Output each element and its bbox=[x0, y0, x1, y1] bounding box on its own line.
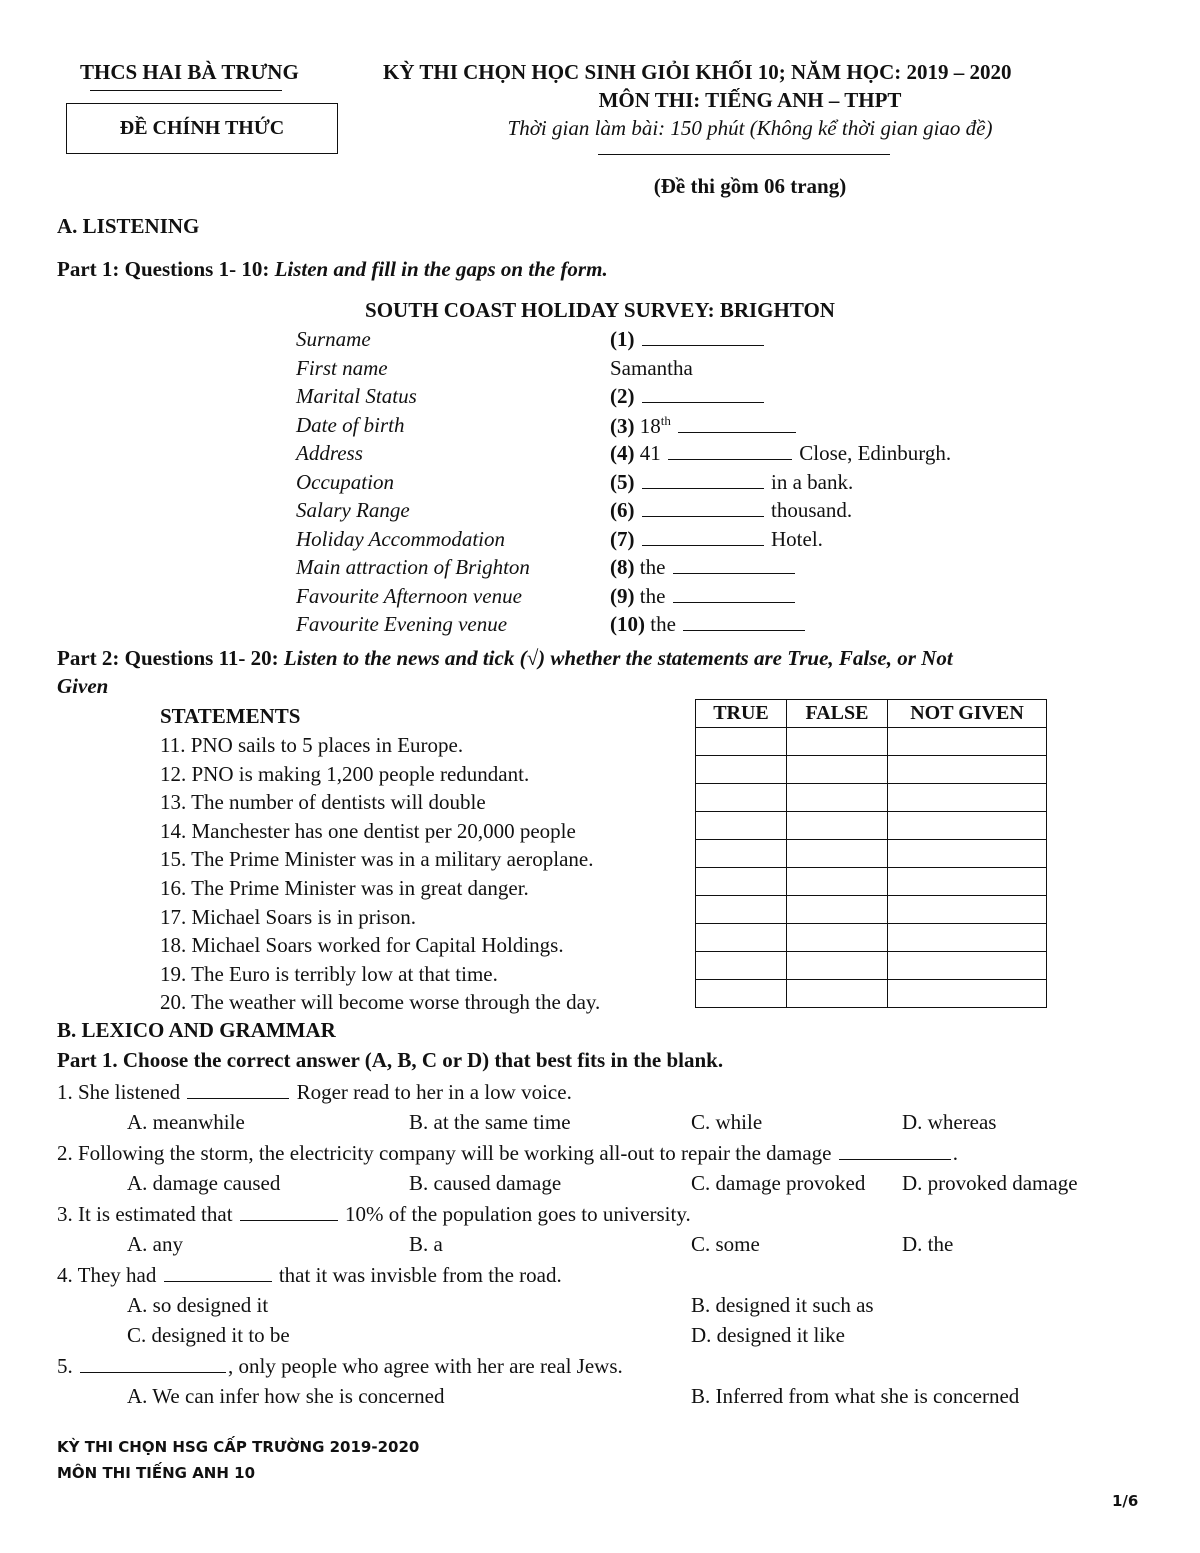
column-false: FALSE bbox=[787, 700, 888, 728]
tick-cell-false[interactable] bbox=[787, 812, 888, 840]
question-number: (10) bbox=[610, 612, 645, 636]
question-stem bbox=[57, 1202, 691, 1227]
prefilled-text: 18 bbox=[639, 413, 661, 438]
exam-time: Thời gian làm bài: 150 phút (Không kể thời gian giao đề) bbox=[507, 116, 993, 140]
answer-blank[interactable] bbox=[80, 1355, 226, 1373]
tick-cell-false[interactable] bbox=[787, 756, 888, 784]
tick-cell-true[interactable] bbox=[696, 868, 787, 896]
trailing-text: Close, Edinburgh. bbox=[799, 441, 952, 465]
page-number: 1/6 bbox=[1112, 1492, 1139, 1510]
part2-instruction: Listen to the news and tick (√) whether the statements are True, False, or Not bbox=[283, 646, 953, 670]
answer-option[interactable]: C. some bbox=[691, 1232, 760, 1256]
tick-cell-true[interactable] bbox=[696, 980, 787, 1008]
question-text-cont: that it was invisble from the road. bbox=[278, 1263, 562, 1287]
answer-blank[interactable] bbox=[839, 1142, 951, 1160]
prefilled-text: the bbox=[639, 583, 666, 608]
answer-option[interactable]: B. at the same time bbox=[409, 1110, 571, 1134]
pages-note: (Đề thi gồm 06 trang) bbox=[653, 174, 847, 198]
answer-option[interactable]: C. while bbox=[691, 1110, 763, 1134]
answer-option[interactable]: C. damage provoked bbox=[691, 1171, 866, 1195]
answer-blank[interactable] bbox=[668, 442, 792, 460]
column-true: TRUE bbox=[696, 700, 787, 728]
statement-item: 14. Manchester has one dentist per 20,000 people bbox=[160, 818, 576, 843]
part2-label: Part 2: Questions 11- 20: bbox=[57, 646, 279, 670]
question-text: 3. It is estimated that bbox=[57, 1202, 233, 1226]
tick-cell-true[interactable] bbox=[696, 756, 787, 784]
tick-cell-false[interactable] bbox=[787, 896, 888, 924]
question-text-cont: Roger read to her in a low voice. bbox=[296, 1080, 572, 1104]
form-field-label: Main attraction of Brighton bbox=[296, 555, 530, 579]
tick-cell-not-given[interactable] bbox=[888, 784, 1047, 812]
column-not-given: NOT GIVEN bbox=[888, 700, 1047, 728]
question-text: 1. She listened bbox=[57, 1080, 181, 1104]
tick-cell-true[interactable] bbox=[696, 812, 787, 840]
school-name: THCS HAI BÀ TRƯNG bbox=[80, 60, 299, 84]
trailing-text: in a bank. bbox=[771, 469, 854, 494]
grid-row bbox=[696, 924, 1047, 952]
statement-item: 20. The weather will become worse through the day. bbox=[160, 990, 601, 1015]
form-field-value bbox=[610, 584, 797, 609]
form-field-label: Salary Range bbox=[296, 498, 410, 522]
grid-row bbox=[696, 868, 1047, 896]
statements-header: STATEMENTS bbox=[160, 704, 301, 728]
form-field-label: Marital Status bbox=[296, 384, 417, 408]
answer-blank[interactable] bbox=[240, 1203, 338, 1221]
statement-item: 15. The Prime Minister was in a military aeroplane. bbox=[160, 847, 594, 872]
tick-cell-not-given[interactable] bbox=[888, 840, 1047, 868]
question-number: (8) bbox=[610, 555, 635, 579]
school-underline bbox=[90, 90, 282, 91]
form-field-value bbox=[610, 612, 807, 637]
part2-heading bbox=[57, 646, 953, 671]
part1-instruction: Listen and fill in the gaps on the form. bbox=[274, 257, 608, 281]
question-stem bbox=[57, 1263, 562, 1288]
question-number: (9) bbox=[610, 583, 635, 608]
grid-row bbox=[696, 980, 1047, 1008]
tick-cell-not-given[interactable] bbox=[888, 756, 1047, 784]
answer-option[interactable]: B. designed it such as bbox=[691, 1293, 874, 1317]
form-field-label: Holiday Accommodation bbox=[296, 526, 505, 551]
grid-row bbox=[696, 756, 1047, 784]
section-b-part1-title: Part 1. Choose the correct answer (A, B, C or D) that best fits in the blank. bbox=[57, 1048, 724, 1072]
tick-cell-not-given[interactable] bbox=[888, 728, 1047, 756]
tick-cell-not-given[interactable] bbox=[888, 812, 1047, 840]
form-field-value bbox=[610, 498, 852, 523]
prefilled-text: the bbox=[639, 555, 666, 579]
official-label-box bbox=[66, 103, 338, 154]
grid-row bbox=[696, 728, 1047, 756]
question-text-cont: 10% of the population goes to university. bbox=[345, 1202, 691, 1226]
question-number: (4) bbox=[610, 441, 635, 465]
trailing-text: thousand. bbox=[771, 498, 853, 522]
tick-cell-true[interactable] bbox=[696, 952, 787, 980]
tick-cell-false[interactable] bbox=[787, 980, 888, 1008]
official-label: ĐỀ CHÍNH THỨC bbox=[119, 117, 285, 139]
trailing-text: Hotel. bbox=[771, 526, 823, 551]
question-number: (1) bbox=[610, 327, 635, 351]
answer-option[interactable]: C. designed it to be bbox=[127, 1323, 290, 1347]
answer-blank[interactable] bbox=[642, 471, 764, 489]
answer-blank[interactable] bbox=[678, 415, 796, 433]
question-text-cont: , only people who agree with her are real Jews. bbox=[228, 1354, 623, 1378]
form-field-label: Occupation bbox=[296, 469, 394, 494]
answer-blank[interactable] bbox=[642, 528, 764, 546]
tick-cell-true[interactable] bbox=[696, 728, 787, 756]
form-field-value bbox=[610, 384, 766, 409]
answer-option[interactable]: A. any bbox=[127, 1232, 183, 1256]
statement-item: 19. The Euro is terribly low at that time. bbox=[160, 961, 498, 986]
answer-option[interactable]: A. meanwhile bbox=[127, 1110, 245, 1134]
question-stem bbox=[57, 1141, 958, 1166]
answer-blank[interactable] bbox=[673, 556, 795, 574]
question-text: 4. They had bbox=[57, 1263, 157, 1287]
tick-cell-not-given[interactable] bbox=[888, 980, 1047, 1008]
answer-option[interactable]: D. designed it like bbox=[691, 1323, 845, 1347]
tick-cell-false[interactable] bbox=[787, 952, 888, 980]
tick-cell-true[interactable] bbox=[696, 896, 787, 924]
section-a-title: A. LISTENING bbox=[57, 214, 200, 238]
prefilled-text: 41 bbox=[639, 441, 661, 465]
statement-item: 18. Michael Soars worked for Capital Holdings. bbox=[160, 933, 564, 958]
form-field-label: First name bbox=[296, 355, 388, 380]
answer-option[interactable]: D. the bbox=[902, 1232, 954, 1256]
tick-cell-not-given[interactable] bbox=[888, 952, 1047, 980]
part2-instruction-cont: Given bbox=[57, 674, 109, 698]
statement-item: 11. PNO sails to 5 places in Europe. bbox=[160, 733, 464, 757]
question-number: (3) bbox=[610, 413, 635, 438]
tick-cell-not-given[interactable] bbox=[888, 868, 1047, 896]
question-text: 5. bbox=[57, 1354, 73, 1378]
grid-row bbox=[696, 840, 1047, 868]
form-field-label: Date of birth bbox=[296, 412, 405, 437]
tick-cell-false[interactable] bbox=[787, 840, 888, 868]
header-divider bbox=[598, 154, 890, 155]
answer-blank[interactable] bbox=[683, 613, 805, 631]
part1-label: Part 1: Questions 1- 10: bbox=[57, 257, 270, 281]
tick-cell-false[interactable] bbox=[787, 924, 888, 952]
form-field-value bbox=[610, 441, 951, 466]
prefilled-text: the bbox=[650, 612, 676, 636]
tick-cell-false[interactable] bbox=[787, 868, 888, 896]
form-field-value bbox=[610, 327, 766, 352]
tick-cell-not-given[interactable] bbox=[888, 924, 1047, 952]
grid-row bbox=[696, 952, 1047, 980]
answer-option[interactable]: A. We can infer how she is concerned bbox=[127, 1384, 445, 1408]
answer-option[interactable]: B. caused damage bbox=[409, 1171, 562, 1195]
answer-option[interactable]: A. damage caused bbox=[127, 1171, 281, 1195]
ordinal-suffix: th bbox=[660, 412, 671, 428]
answer-option[interactable]: D. whereas bbox=[902, 1110, 997, 1134]
grid-row bbox=[696, 896, 1047, 924]
answer-grid bbox=[695, 699, 1047, 1008]
form-field-value bbox=[610, 470, 853, 495]
part1-heading bbox=[57, 257, 608, 282]
form-field-value bbox=[610, 413, 798, 439]
question-text: 2. Following the storm, the electricity company will be working all-out to repair the damage bbox=[57, 1141, 832, 1165]
question-text-cont: . bbox=[952, 1141, 958, 1165]
statement-item: 16. The Prime Minister was in great danger. bbox=[160, 876, 529, 900]
form-field-value bbox=[610, 356, 693, 381]
form-field-label: Surname bbox=[296, 327, 371, 351]
exam-subject: MÔN THI: TIẾNG ANH – THPT bbox=[598, 88, 902, 112]
answer-blank[interactable] bbox=[673, 585, 795, 603]
form-field-value bbox=[610, 527, 823, 552]
footer-subject: MÔN THI TIẾNG ANH 10 bbox=[57, 1464, 256, 1482]
answer-blank[interactable] bbox=[164, 1264, 272, 1282]
tick-cell-true[interactable] bbox=[696, 784, 787, 812]
exam-title: KỲ THI CHỌN HỌC SINH GIỎI KHỐI 10; NĂM HỌC: 2019 – 2020 bbox=[383, 60, 1012, 84]
form-field-value bbox=[610, 555, 797, 580]
tick-cell-true[interactable] bbox=[696, 840, 787, 868]
answer-blank[interactable] bbox=[642, 499, 764, 517]
answer-blank[interactable] bbox=[642, 385, 764, 403]
statement-item: 17. Michael Soars is in prison. bbox=[160, 904, 417, 929]
statement-item: 13. The number of dentists will double bbox=[160, 790, 486, 815]
form-title: SOUTH COAST HOLIDAY SURVEY: BRIGHTON bbox=[365, 298, 835, 322]
answer-blank[interactable] bbox=[642, 328, 764, 346]
grid-row bbox=[696, 784, 1047, 812]
answer-option[interactable]: B. Inferred from what she is concerned bbox=[691, 1384, 1020, 1408]
question-stem bbox=[57, 1080, 572, 1105]
tick-cell-false[interactable] bbox=[787, 728, 888, 756]
statement-item: 12. PNO is making 1,200 people redundant. bbox=[160, 761, 530, 786]
section-b-title: B. LEXICO AND GRAMMAR bbox=[57, 1018, 336, 1042]
grid-row bbox=[696, 812, 1047, 840]
question-number: (2) bbox=[610, 384, 635, 408]
answer-option[interactable]: B. a bbox=[409, 1232, 443, 1256]
tick-cell-false[interactable] bbox=[787, 784, 888, 812]
form-field-label: Favourite Afternoon venue bbox=[296, 583, 522, 608]
form-field-label: Address bbox=[296, 441, 363, 465]
question-number: (7) bbox=[610, 526, 635, 551]
tick-cell-not-given[interactable] bbox=[888, 896, 1047, 924]
question-number: (6) bbox=[610, 498, 635, 522]
question-stem bbox=[57, 1354, 623, 1379]
tick-cell-true[interactable] bbox=[696, 924, 787, 952]
prefilled-text: Samantha bbox=[610, 355, 693, 380]
answer-option[interactable]: D. provoked damage bbox=[902, 1171, 1078, 1195]
answer-blank[interactable] bbox=[187, 1081, 289, 1099]
form-field-label: Favourite Evening venue bbox=[296, 612, 508, 636]
footer-exam: KỲ THI CHỌN HSG CẤP TRƯỜNG 2019-2020 bbox=[57, 1438, 420, 1456]
answer-option[interactable]: A. so designed it bbox=[127, 1293, 269, 1317]
question-number: (5) bbox=[610, 469, 635, 494]
